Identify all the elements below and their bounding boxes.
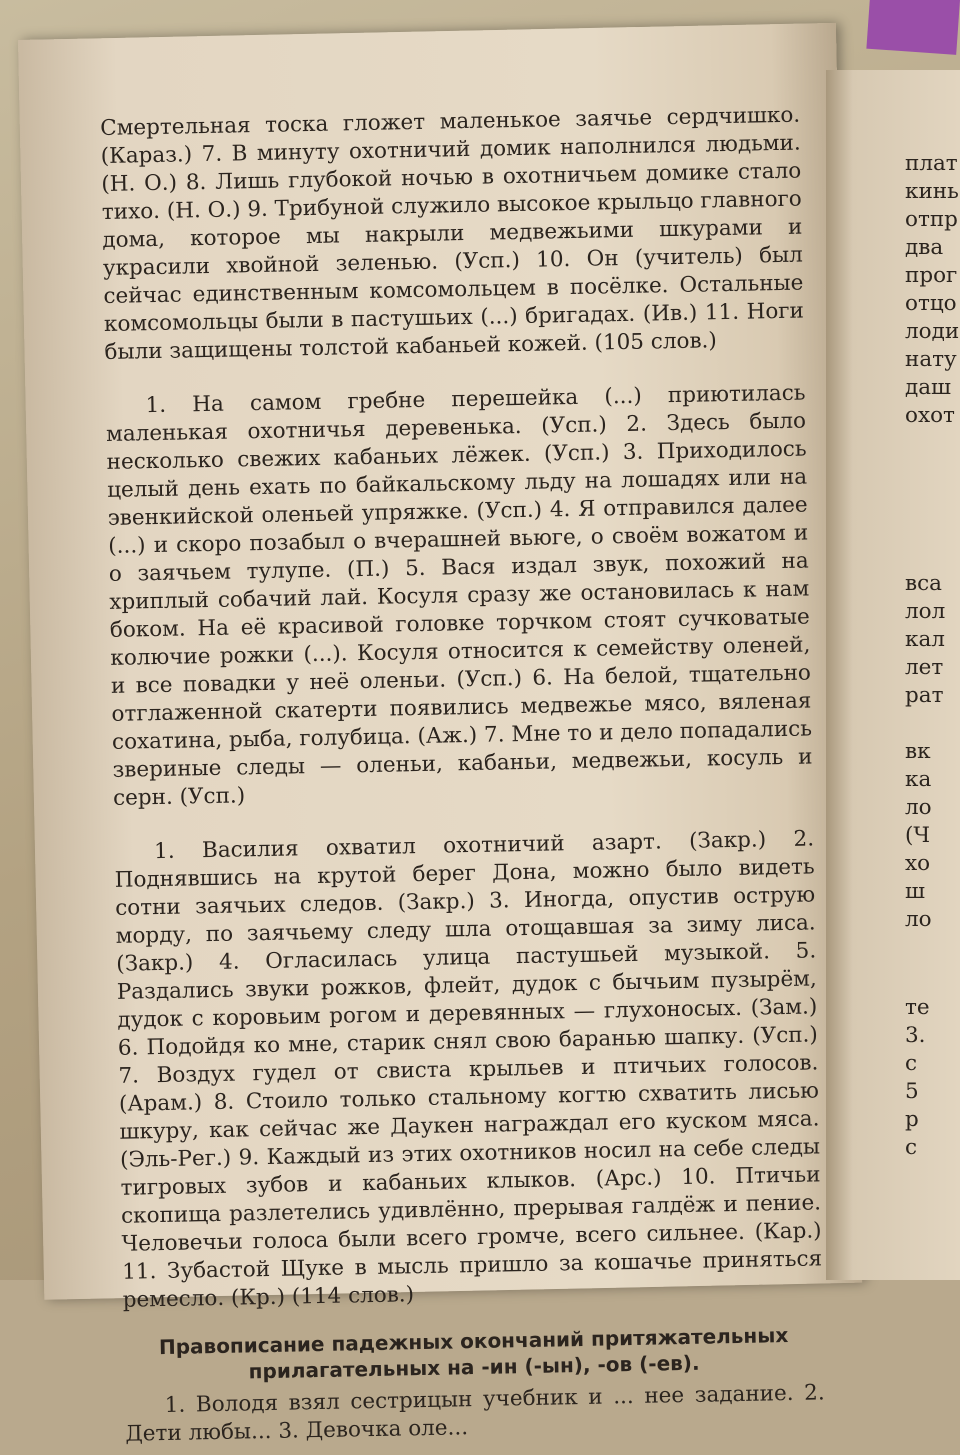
- fragment-line: лол: [905, 599, 946, 624]
- fragment-line: даш: [905, 375, 952, 400]
- fragment-line: ло: [905, 907, 932, 932]
- fragment-line: вса: [905, 571, 942, 596]
- fragment-line: с: [905, 1051, 918, 1076]
- fragment-line: нату: [905, 347, 957, 372]
- fragment-line: (Ч: [905, 823, 931, 848]
- fragment-line: охот: [905, 403, 955, 428]
- fragment-line: хо: [905, 851, 931, 876]
- paragraph-3: 1. Василия охватил охотничий азарт. (Закр.) 2. Поднявшись на крутой берег Дона, можно было видеть сотни заячьих следов. (Закр.) 3. Иногда, опустив острую морду, по заячьему следу шла отощавшая за зиму лиса. (Закр.) 4. Огласилась улица пастушьей музыкой. 5. Раздались звуки рожков, флейт, дудок с бычьим пузырём, дудок с коровьим рогом и деревянных — глухоносых. (Зам.) 6. Подойдя ко мне, старик снял свою баранью шапку. (Усп.) 7. Воздух гудел от свиста крыльев и птичьих голосов. (Арам.) 8. Стоило только стальному когтю схватить лисью шкуру, как сейчас же Даукен награждал его куском мяса. (Эль-Рег.) 9. Каждый из этих охотников носил на себе следы тигровых зубов и кабаньих клыков. (Арс.) 10. Птичьи скопища разлетелись удивлённо, прерывая галдёж и пение. Человечьи голоса были всего громче, всего сильнее. (Кар.) 11. Зубастой Щуке в мысль пришло за кошачье приняться ремесло. (Кр.) (114 слов.): [114, 826, 823, 1313]
- fragment-line: ш: [905, 879, 925, 904]
- fragment-line: те: [905, 995, 930, 1020]
- fragment-line: отпр: [905, 207, 958, 232]
- paragraph-4: 1. Володя взял сестрицын учебник и ... нее задание. 2. Дети любы... 3. Девочка оле...: [125, 1380, 825, 1447]
- right-page-text: [905, 150, 960, 1162]
- fragment-line: лет: [905, 655, 944, 680]
- fragment-line: кал: [905, 627, 945, 652]
- fragment-line: с: [905, 1135, 918, 1160]
- fragment-line: 5: [905, 1079, 919, 1104]
- fragment-line: рат: [905, 683, 944, 708]
- fragment-line: ло: [905, 795, 932, 820]
- fragment-line: ка: [905, 767, 932, 792]
- fragment-line: отцо: [905, 291, 957, 316]
- fragment-line: 3.: [905, 1023, 926, 1048]
- paragraph-2: 1. На самом гребне перешейка (...) приютилась маленькая охотничья деревенька. (Усп.) 2. Здесь было несколько свежих кабаньих лёжек. (Усп.) 3. Приходилось целый день ехать по байкальскому льду на лошадях или на эвенкийской оленьей упряжке. (Усп.) 4. Я отправился далее (...) и скоро позабыл о вчерашней вьюге, о своём вожатом и о заячьем тулупе. (П.) 5. Вася издал звук, похожий на хриплый собачий лай. Косуля сразу же остановилась к нам боком. На её красивой головке торчком стоят сучковатые колючие рожки (...). Косуля относится к семейству оленей, и все повадки у неё оленьи. (Усп.) 6. На белой, тщательно отглаженной скатерти появились медвежье мясо, вяленая сохатина, рыба, голубица. (Аж.) 7. Мне то и дело попадались звериные следы — оленьи, кабаньи, медвежьи, косуль и серн. (Усп.): [105, 380, 813, 811]
- sticky-note: [866, 0, 960, 55]
- fragment-line: лоди: [905, 319, 960, 344]
- fragment-line: вк: [905, 739, 931, 764]
- fragment-line: прог: [905, 263, 958, 288]
- fragment-line: плат: [905, 151, 958, 176]
- section-heading: Правописание падежных окончаний притяжательных прилагательных на -ин (-ын), -ов (-ев).: [158, 1323, 789, 1384]
- paragraph-1: Смертельная тоска гложет маленькое заячье сердчишко. (Караз.) 7. В минуту охотничий домик наполнился людьми. (Н. О.) 8. Лишь глубокой ночью в охотничьем домике стало тихо. (Н. О.) 9. Трибуной служило высокое крыльцо главного дома, которое мы накрыли медвежьими шкурами и украсили хвойной зеленью. (Усп.) 10. Он (учитель) был сейчас единственным комсомольцем в посёлке. Остальные комсомольцы были в пастушьих (...) бригадах. (Ив.) 11. Ноги были защищены толстой кабаньей кожей. (105 слов.): [100, 102, 805, 365]
- fragment-line: р: [905, 1107, 919, 1132]
- fragment-line: кинь: [905, 179, 959, 204]
- fragment-line: два: [905, 235, 944, 260]
- left-page-text: [100, 102, 826, 1455]
